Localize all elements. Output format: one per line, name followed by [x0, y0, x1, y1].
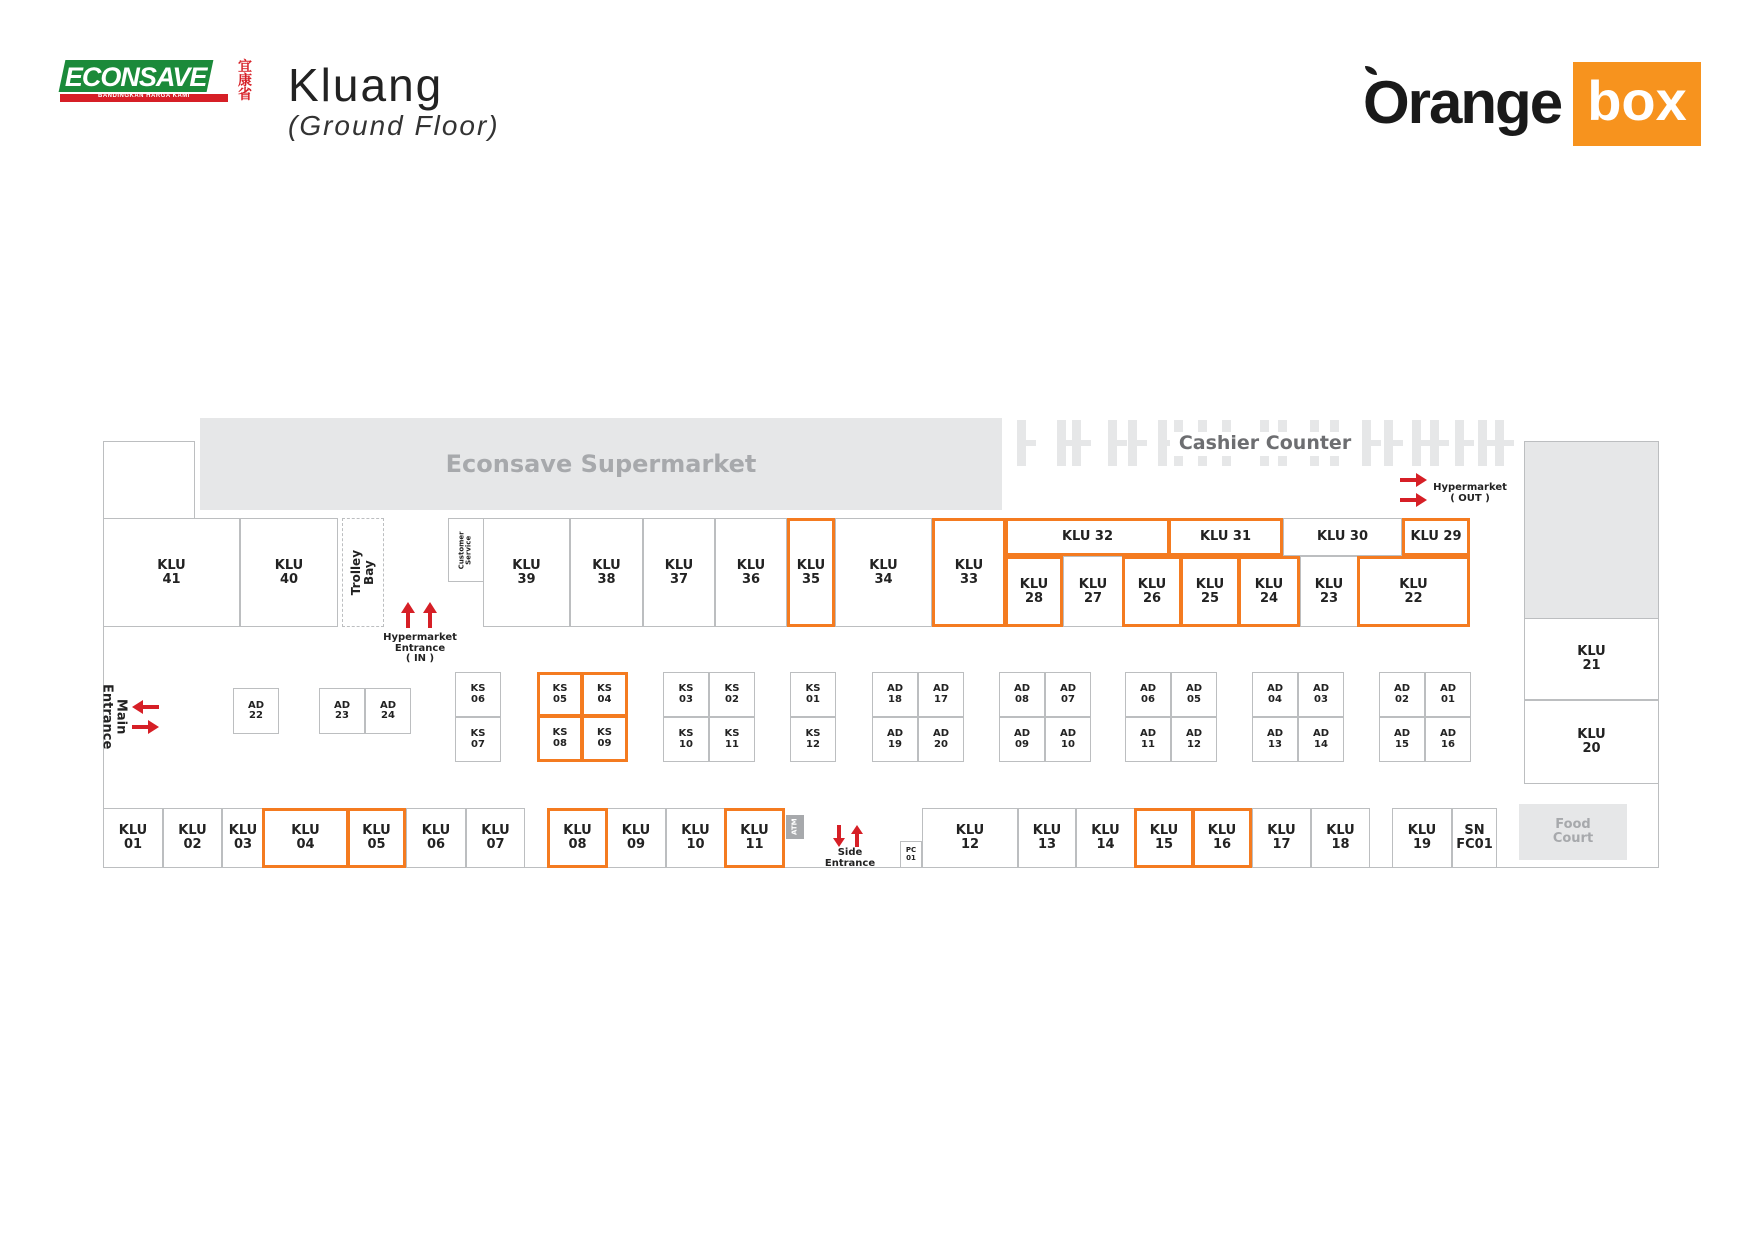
orangebox-logo-word: Orange: [1363, 69, 1562, 136]
unit-ad18[interactable]: AD 18: [872, 672, 918, 717]
unit-klu04[interactable]: KLU 04: [262, 808, 349, 868]
unit-snfc01[interactable]: SN FC01: [1452, 808, 1497, 868]
atm-label: ATM: [790, 818, 799, 836]
unit-ad14[interactable]: AD 14: [1298, 717, 1344, 762]
unit-klu27[interactable]: KLU 27: [1063, 556, 1123, 627]
atm: [786, 815, 804, 839]
cashier-lane-tick: [1362, 420, 1371, 466]
trolley-bay-label: Trolley Bay: [349, 549, 376, 596]
unit-ks06[interactable]: KS 06: [455, 672, 501, 717]
cashier-lane-tick: [1057, 420, 1066, 466]
unit-klu01[interactable]: KLU 01: [103, 808, 163, 868]
unit-klu05[interactable]: KLU 05: [347, 808, 406, 868]
unit-ad10[interactable]: AD 10: [1045, 717, 1091, 762]
unit-ks02[interactable]: KS 02: [709, 672, 755, 717]
cashier-lane-tick: [1026, 440, 1036, 446]
unit-klu11[interactable]: KLU 11: [724, 808, 785, 868]
unit-klu15[interactable]: KLU 15: [1134, 808, 1194, 868]
arrow-down-up-icon: [832, 825, 866, 847]
food-court-area: [1519, 804, 1627, 860]
unit-ad16[interactable]: AD 16: [1425, 717, 1471, 762]
cashier-lane-tick: [1478, 420, 1487, 466]
unit-klu33[interactable]: KLU 33: [932, 518, 1006, 627]
cashier-lane-tick: [1108, 420, 1117, 466]
unit-ks12[interactable]: KS 12: [790, 717, 836, 762]
right-block-outline: [1524, 441, 1659, 619]
cashier-lane-tick: [1430, 420, 1439, 466]
unit-klu31[interactable]: KLU 31: [1168, 518, 1283, 556]
unit-klu14[interactable]: KLU 14: [1076, 808, 1135, 868]
unit-ad22[interactable]: AD 22: [233, 688, 279, 734]
unit-klu18[interactable]: KLU 18: [1311, 808, 1370, 868]
hypermarket-in-label: Hypermarket Entrance ( IN ): [383, 632, 457, 664]
unit-ks09[interactable]: KS 09: [581, 715, 628, 762]
cashier-lane-tick: [1384, 420, 1393, 466]
arrow-left-right-icon: [132, 697, 160, 737]
unit-klu29[interactable]: KLU 29: [1402, 518, 1470, 556]
unit-klu03[interactable]: KLU 03: [222, 808, 264, 868]
trolley-bay: [342, 518, 384, 627]
cashier-lane-tick: [1455, 420, 1464, 466]
unit-klu08[interactable]: KLU 08: [547, 808, 608, 868]
unit-klu02[interactable]: KLU 02: [163, 808, 222, 868]
cashier-lane-tick: [1495, 420, 1504, 466]
unit-klu12[interactable]: KLU 12: [922, 808, 1018, 868]
unit-klu17[interactable]: KLU 17: [1252, 808, 1311, 868]
unit-klu36[interactable]: KLU 36: [715, 518, 787, 627]
unit-klu41[interactable]: KLU 41: [103, 518, 240, 627]
unit-klu10[interactable]: KLU 10: [666, 808, 725, 868]
page-title: Kluang: [288, 59, 444, 111]
unit-klu35[interactable]: KLU 35: [787, 518, 835, 627]
unit-ad24[interactable]: AD 24: [365, 688, 411, 734]
econsave-supermarket-area: [200, 418, 1002, 510]
econsave-logo: [62, 59, 252, 103]
unit-klu40[interactable]: KLU 40: [240, 518, 338, 627]
orangebox-logo: [1363, 62, 1703, 146]
cashier-lane-tick: [1137, 440, 1147, 446]
unit-ad20[interactable]: AD 20: [918, 717, 964, 762]
unit-klu19[interactable]: KLU 19: [1392, 808, 1452, 868]
unit-klu39[interactable]: KLU 39: [483, 518, 570, 627]
unit-ks08[interactable]: KS 08: [537, 715, 583, 762]
unit-klu22[interactable]: KLU 22: [1357, 556, 1470, 627]
unit-ks07[interactable]: KS 07: [455, 717, 501, 762]
unit-klu06[interactable]: KLU 06: [406, 808, 466, 868]
unit-klu16[interactable]: KLU 16: [1192, 808, 1252, 868]
unit-ad19[interactable]: AD 19: [872, 717, 918, 762]
orangebox-logo-box: box: [1587, 69, 1687, 132]
food-court-label: Food Court: [1552, 817, 1594, 846]
customer-service-label: Customer Service: [457, 531, 473, 569]
cashier-lane-tick: [1504, 440, 1514, 446]
unit-ad06[interactable]: AD 06: [1125, 672, 1171, 717]
cashier-lane-tick: [1081, 440, 1091, 446]
cashier-lane-tick: [1158, 420, 1167, 466]
unit-ad09[interactable]: AD 09: [999, 717, 1045, 762]
hypermarket-out-label: Hypermarket ( OUT ): [1433, 482, 1507, 504]
unit-ad17[interactable]: AD 17: [918, 672, 964, 717]
main-entrance-label: Main Entrance: [100, 683, 129, 750]
supermarket-label: Econsave Supermarket: [445, 450, 757, 478]
unit-ad07[interactable]: AD 07: [1045, 672, 1091, 717]
unit-klu13[interactable]: KLU 13: [1018, 808, 1076, 868]
cashier-lane-tick: [1464, 440, 1474, 446]
econsave-tagline: BANDINGKAN HARGA KAMI: [98, 93, 190, 99]
unit-klu32[interactable]: KLU 32: [1005, 518, 1170, 556]
unit-ad01[interactable]: AD 01: [1425, 672, 1471, 717]
cashier-lane-tick: [1439, 440, 1449, 446]
unit-klu28[interactable]: KLU 28: [1005, 556, 1063, 627]
unit-klu26[interactable]: KLU 26: [1122, 556, 1182, 627]
unit-ad02[interactable]: AD 02: [1379, 672, 1425, 717]
cashier-lane-tick: [1117, 440, 1127, 446]
cashier-lane-tick: [1371, 440, 1381, 446]
unit-klu38[interactable]: KLU 38: [570, 518, 643, 627]
cashier-counter-label: Cashier Counter: [1170, 432, 1360, 456]
unit-klu30[interactable]: KLU 30: [1283, 518, 1402, 556]
unit-ks10[interactable]: KS 10: [663, 717, 709, 762]
unit-ad12[interactable]: AD 12: [1171, 717, 1217, 762]
unit-ad03[interactable]: AD 03: [1298, 672, 1344, 717]
customer-service: [448, 518, 484, 582]
econsave-logo-text: ECONSAVE: [64, 62, 207, 92]
unit-klu24[interactable]: KLU 24: [1238, 556, 1300, 627]
unit-ad05[interactable]: AD 05: [1171, 672, 1217, 717]
arrow-right-icon: [1400, 470, 1428, 510]
cashier-lane-tick: [1128, 420, 1137, 466]
unit-pc01[interactable]: PC 01: [900, 841, 922, 868]
unit-ad11[interactable]: AD 11: [1125, 717, 1171, 762]
unit-klu09[interactable]: KLU 09: [606, 808, 666, 868]
side-entrance-label: Side Entrance: [824, 847, 876, 869]
unit-ks04[interactable]: KS 04: [581, 672, 628, 717]
unit-ad23[interactable]: AD 23: [319, 688, 365, 734]
econsave-chinese-name: 宜康省: [238, 59, 252, 103]
page-subtitle: (Ground Floor): [288, 110, 500, 141]
left-wing-outline: [103, 441, 195, 519]
unit-ad04[interactable]: AD 04: [1252, 672, 1298, 717]
cashier-lane-tick: [1072, 420, 1081, 466]
unit-ks11[interactable]: KS 11: [709, 717, 755, 762]
unit-klu21[interactable]: KLU 21: [1524, 618, 1659, 700]
unit-klu07[interactable]: KLU 07: [466, 808, 525, 868]
unit-ks01[interactable]: KS 01: [790, 672, 836, 717]
arrow-up-icon: [400, 602, 442, 628]
unit-ad08[interactable]: AD 08: [999, 672, 1045, 717]
cashier-lane-tick: [1393, 440, 1403, 446]
unit-klu20[interactable]: KLU 20: [1524, 700, 1659, 784]
unit-ad13[interactable]: AD 13: [1252, 717, 1298, 762]
unit-ks05[interactable]: KS 05: [537, 672, 583, 717]
unit-klu23[interactable]: KLU 23: [1300, 556, 1358, 627]
unit-ad15[interactable]: AD 15: [1379, 717, 1425, 762]
unit-klu25[interactable]: KLU 25: [1180, 556, 1240, 627]
unit-klu34[interactable]: KLU 34: [835, 518, 932, 627]
cashier-lane-tick: [1412, 420, 1421, 466]
unit-ks03[interactable]: KS 03: [663, 672, 709, 717]
unit-klu37[interactable]: KLU 37: [643, 518, 715, 627]
cashier-lane-tick: [1017, 420, 1026, 466]
